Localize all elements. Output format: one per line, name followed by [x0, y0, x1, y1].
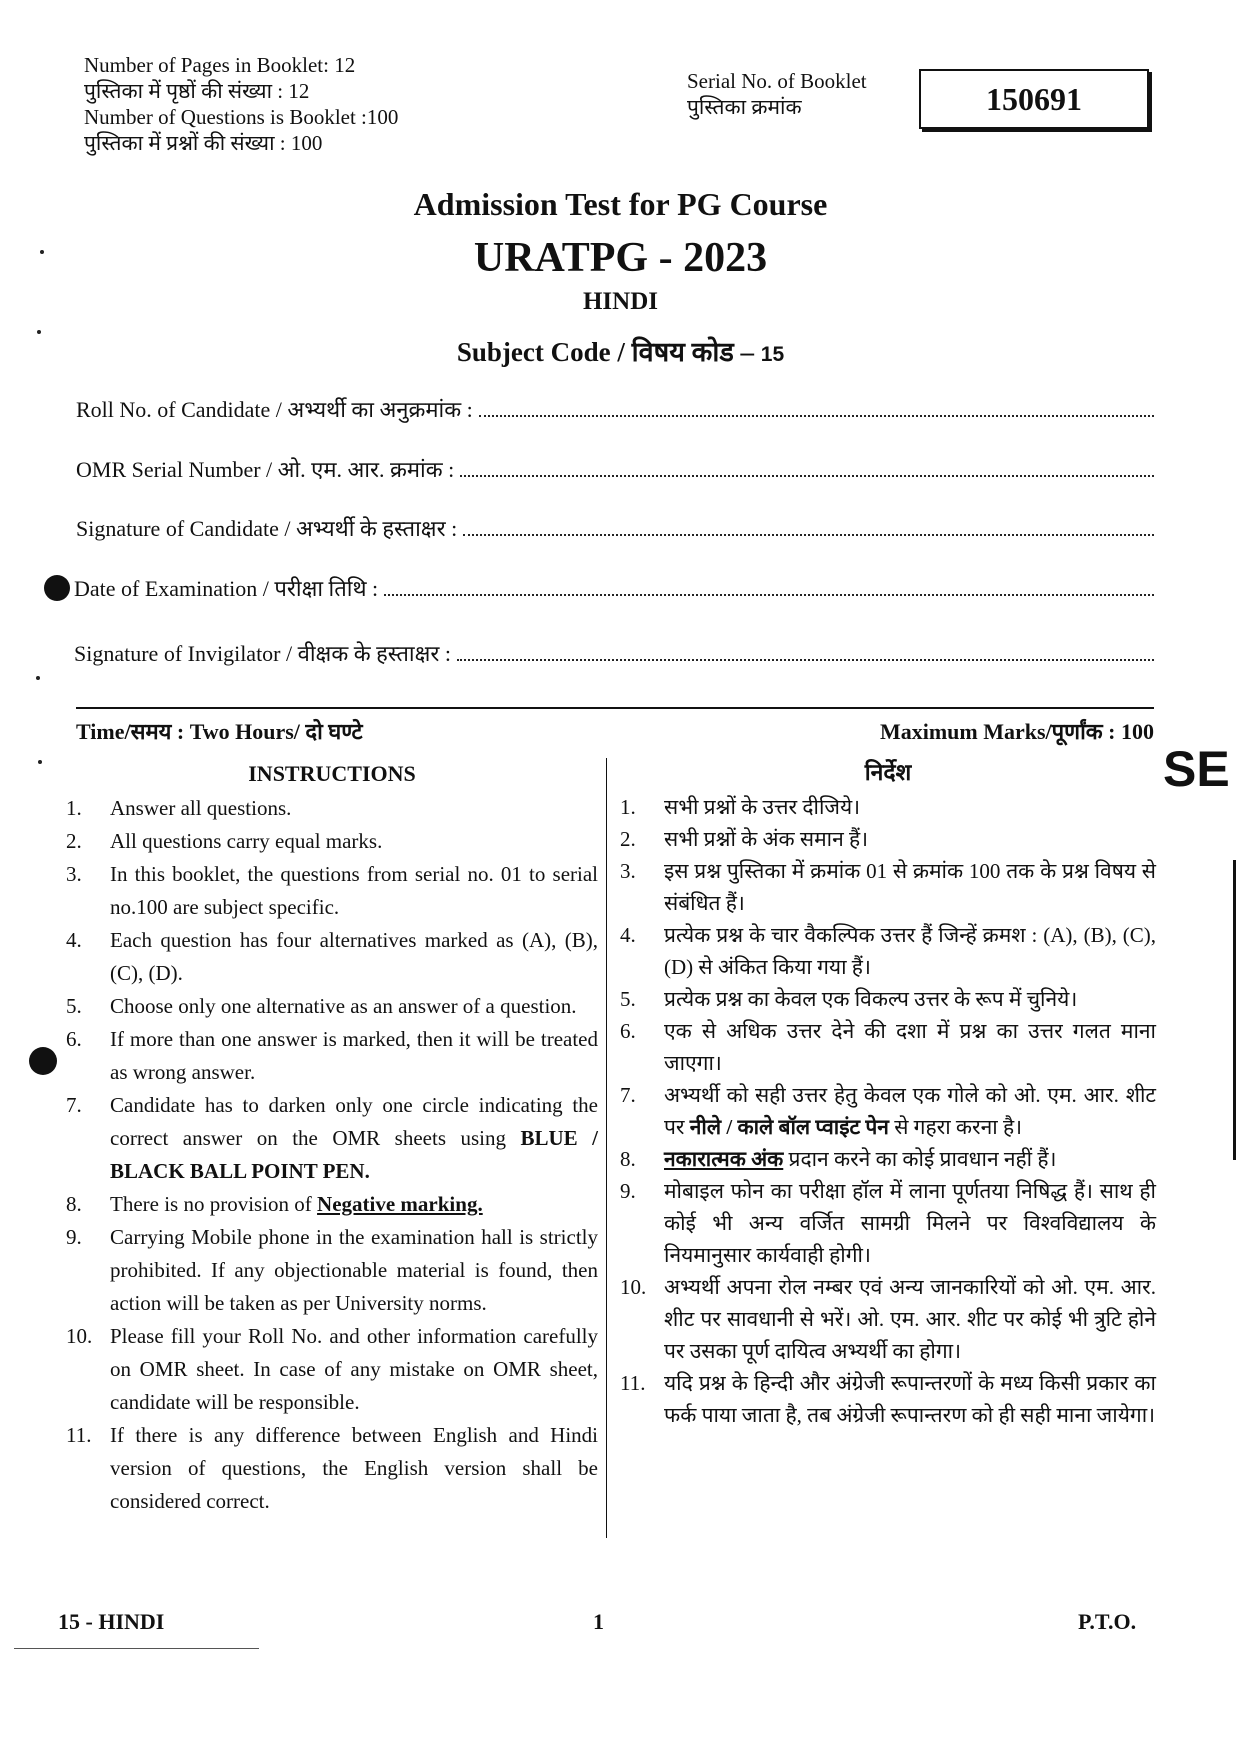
instruction-text-plain: प्रत्येक प्रश्न के चार वैकल्पिक उत्तर हैं जिन्हें क्रमश : (A), (B), (C), (D) से अंकित किया गया हैं।	[664, 923, 1156, 979]
instruction-item	[620, 1271, 1156, 1367]
instruction-text-plain: एक से अधिक उत्तर देने की दशा में प्रश्न का उत्तर गलत माना जाएगा।	[664, 1019, 1156, 1075]
instruction-text-bold: नीले / काले बॉल प्वाइंट पेन	[689, 1115, 889, 1139]
pages-en: Number of Pages in Booklet: 12	[84, 53, 356, 77]
instructions-heading-en: INSTRUCTIONS	[248, 761, 416, 786]
roll-no-line[interactable]	[479, 397, 1154, 417]
instruction-text	[110, 825, 598, 858]
instruction-item	[620, 1015, 1156, 1079]
instruction-text-after: से गहरा करना है।	[888, 1115, 1023, 1139]
serial-label-en: Serial No. of Booklet	[687, 69, 867, 93]
instruction-item	[66, 1089, 598, 1188]
pages-hi: पुस्तिका में पृष्ठों की संख्या : 12	[84, 79, 310, 103]
instruction-number: 5.	[66, 994, 82, 1018]
exam-date-line[interactable]	[384, 576, 1154, 596]
registration-dot	[29, 1047, 57, 1075]
margin-mark	[37, 330, 41, 334]
omr-serial-line[interactable]	[460, 457, 1154, 477]
instruction-text-plain: अभ्यर्थी अपना रोल नम्बर एवं अन्य जानकारियों को ओ. एम. आर. शीट पर सावधानी से भरें। ओ. एम. आर. शीट पर कोई भी त्रुटि होने पर उसका पूर्ण दायित्व अभ्यर्थी का होगा।	[664, 1275, 1156, 1363]
candidate-signature-field[interactable]	[76, 513, 1154, 543]
instruction-text	[664, 919, 1156, 983]
instruction-text	[664, 791, 1156, 823]
instruction-text-bold-underline: Negative marking.	[317, 1192, 483, 1216]
instruction-number: 7.	[620, 1083, 636, 1107]
instruction-number: 9.	[620, 1179, 636, 1203]
exam-date-label: Date of Examination / परीक्षा तिथि :	[74, 576, 379, 601]
instruction-text-plain: Please fill your Roll No. and other information carefully on OMR sheet. In case of any mistake on OMR sheet, candidate will be responsible.	[110, 1324, 598, 1414]
instruction-number: 10.	[66, 1324, 93, 1348]
instruction-text	[110, 1188, 598, 1221]
instruction-item	[66, 858, 598, 924]
instruction-text-plain: इस प्रश्न पुस्तिका में क्रमांक 01 से क्रमांक 100 तक के प्रश्न विषय से संबंधित हैं।	[664, 859, 1156, 915]
questions-en: Number of Questions is Booklet :100	[84, 105, 399, 129]
roll-no-field[interactable]	[76, 394, 1154, 424]
max-marks-label: Maximum Marks/पूर्णांक : 100	[879, 719, 1154, 744]
instruction-text-plain: मोबाइल फोन का परीक्षा हॉल में लाना पूर्णतया निषिद्ध हैं। साथ ही कोई भी अन्य वर्जित सामग्री मिलने पर विश्वविद्यालय के नियमानुसार कार्यवाही होगी।	[664, 1179, 1156, 1267]
instruction-text-plain: Choose only one alternative as an answer of a question.	[110, 994, 577, 1018]
instruction-number: 11.	[620, 1371, 646, 1395]
instruction-item	[620, 1367, 1156, 1431]
page-number: 1	[593, 1609, 604, 1634]
instruction-text-bold-underline: नकारात्मक अंक	[664, 1147, 784, 1171]
instruction-item	[620, 983, 1156, 1015]
instruction-number: 1.	[620, 795, 636, 819]
instruction-text-plain: सभी प्रश्नों के अंक समान हैं।	[664, 827, 869, 851]
instruction-text	[664, 1079, 1156, 1143]
instruction-text-plain: There is no provision of	[110, 1192, 318, 1216]
instruction-text	[110, 924, 598, 990]
margin-mark	[36, 676, 40, 680]
serial-number-box: 150691	[919, 69, 1149, 129]
instruction-text-plain: यदि प्रश्न के हिन्दी और अंग्रेजी रूपान्तरणों के मध्य किसी प्रकार का फर्क पाया जाता है, तब अंग्रेजी रूपान्तरण को ही सही माना जायेगा।	[664, 1371, 1156, 1427]
instruction-item	[66, 1221, 598, 1320]
instruction-number: 8.	[66, 1192, 82, 1216]
instruction-number: 2.	[66, 829, 82, 853]
candidate-signature-label: Signature of Candidate / अभ्यर्थी के हस्ताक्षर :	[76, 516, 458, 541]
instruction-item	[620, 823, 1156, 855]
instruction-text	[664, 1367, 1156, 1431]
instruction-text-plain: Candidate has to darken only one circle indicating the correct answer on the OMR sheets using	[110, 1093, 598, 1150]
candidate-signature-line[interactable]	[463, 516, 1154, 536]
instruction-number: 8.	[620, 1147, 636, 1171]
instruction-text	[664, 823, 1156, 855]
margin-se-mark: SE	[1163, 741, 1230, 797]
exam-title: Admission Test for PG Course	[413, 186, 828, 222]
instruction-number: 4.	[620, 923, 636, 947]
instruction-number: 3.	[620, 859, 636, 883]
exam-date-field[interactable]	[74, 573, 1154, 603]
time-label: Time/समय : Two Hours/ दो घण्टे	[76, 719, 363, 744]
registration-dot	[44, 575, 70, 601]
instruction-text-plain: अभ्यर्थी को सही उत्तर हेतु केवल एक गोले को ओ. एम. आर. शीट पर	[664, 1083, 1156, 1139]
instructions-english	[66, 757, 598, 1518]
instruction-number: 9.	[66, 1225, 82, 1249]
instruction-item	[66, 1320, 598, 1419]
margin-mark	[38, 760, 42, 764]
pto-label: P.T.O.	[1078, 1609, 1137, 1634]
subject-title: HINDI	[582, 288, 658, 315]
instruction-item	[66, 792, 598, 825]
booklet-info	[84, 52, 398, 156]
omr-serial-label: OMR Serial Number / ओ. एम. आर. क्रमांक :	[76, 457, 455, 482]
margin-mark	[40, 250, 44, 254]
instruction-number: 3.	[66, 862, 82, 886]
invigilator-signature-field[interactable]	[74, 638, 1154, 668]
instruction-item	[620, 1175, 1156, 1271]
instruction-text-plain: In this booklet, the questions from serial no. 01 to serial no.100 are subject specific.	[110, 862, 598, 919]
instruction-number: 11.	[66, 1423, 92, 1447]
margin-rule	[1233, 860, 1236, 1160]
invigilator-signature-line[interactable]	[457, 641, 1154, 661]
instruction-text	[664, 1271, 1156, 1367]
instruction-text-plain: If there is any difference between English and Hindi version of questions, the English version shall be considered correct.	[110, 1423, 598, 1513]
instruction-text	[110, 1089, 598, 1188]
exam-code-title: URATPG - 2023	[473, 235, 768, 281]
instruction-text	[664, 983, 1156, 1015]
instruction-item	[620, 919, 1156, 983]
instruction-text-plain: Carrying Mobile phone in the examination hall is strictly prohibited. If any objectionable material is found, then action will be taken as per University norms.	[110, 1225, 598, 1315]
subject-code-label: Subject Code / विषय कोड –	[456, 337, 755, 367]
instructions-list-hi	[620, 791, 1156, 1431]
instruction-text	[110, 1320, 598, 1419]
roll-no-label: Roll No. of Candidate / अभ्यर्थी का अनुक्रमांक :	[76, 397, 473, 422]
instruction-text-plain: Answer all questions.	[110, 796, 292, 820]
time-marks-bar	[76, 707, 1154, 746]
instruction-item	[66, 825, 598, 858]
instruction-text	[664, 1175, 1156, 1271]
invigilator-signature-label: Signature of Invigilator / वीक्षक के हस्ताक्षर :	[74, 641, 451, 666]
instruction-number: 5.	[620, 987, 636, 1011]
instruction-text	[110, 792, 598, 825]
subject-code-value: 15	[760, 343, 785, 366]
instruction-number: 2.	[620, 827, 636, 851]
instruction-item	[66, 924, 598, 990]
instruction-item	[620, 1079, 1156, 1143]
instructions-list-en	[66, 792, 598, 1518]
instruction-text-plain: प्रत्येक प्रश्न का केवल एक विकल्प उत्तर के रूप में चुनिये।	[664, 987, 1078, 1011]
instruction-number: 7.	[66, 1093, 82, 1117]
instruction-text	[664, 855, 1156, 919]
footer-line	[14, 1648, 259, 1649]
instruction-number: 6.	[620, 1019, 636, 1043]
instruction-text	[664, 1143, 1156, 1175]
instruction-number: 4.	[66, 928, 82, 952]
instruction-item	[620, 791, 1156, 823]
omr-serial-field[interactable]	[76, 454, 1154, 484]
instruction-item	[66, 1419, 598, 1518]
instruction-text	[110, 1023, 598, 1089]
instruction-text	[110, 990, 598, 1023]
instruction-text-plain: All questions carry equal marks.	[110, 829, 383, 853]
instruction-number: 1.	[66, 796, 82, 820]
instruction-item	[66, 990, 598, 1023]
instruction-text	[664, 1015, 1156, 1079]
instruction-item	[620, 855, 1156, 919]
instruction-text-after: प्रदान करने का कोई प्रावधान नहीं हैं।	[783, 1147, 1057, 1171]
instruction-text-plain: If more than one answer is marked, then it will be treated as wrong answer.	[110, 1027, 598, 1084]
column-divider	[606, 758, 607, 1538]
questions-hi: पुस्तिका में प्रश्नों की संख्या : 100	[84, 131, 323, 155]
subject-code	[0, 332, 1241, 369]
instruction-text	[110, 1419, 598, 1518]
instructions-hindi	[620, 757, 1156, 1431]
instruction-text-plain: Each question has four alternatives marked as (A), (B), (C), (D).	[110, 928, 598, 985]
instruction-text-bold: BLUE / BLACK BALL POINT PEN.	[110, 1126, 598, 1183]
instruction-item	[620, 1143, 1156, 1175]
serial-label	[687, 68, 867, 120]
footer-subject: 15 - HINDI	[58, 1609, 165, 1634]
serial-label-hi: पुस्तिका क्रमांक	[687, 95, 802, 119]
instruction-item	[66, 1188, 598, 1221]
instruction-item	[66, 1023, 598, 1089]
instructions-heading-hi: निर्देश	[864, 760, 912, 785]
instruction-text-plain: सभी प्रश्नों के उत्तर दीजिये।	[664, 795, 861, 819]
instruction-text	[110, 1221, 598, 1320]
instruction-number: 10.	[620, 1275, 647, 1299]
instruction-number: 6.	[66, 1027, 82, 1051]
instruction-text	[110, 858, 598, 924]
